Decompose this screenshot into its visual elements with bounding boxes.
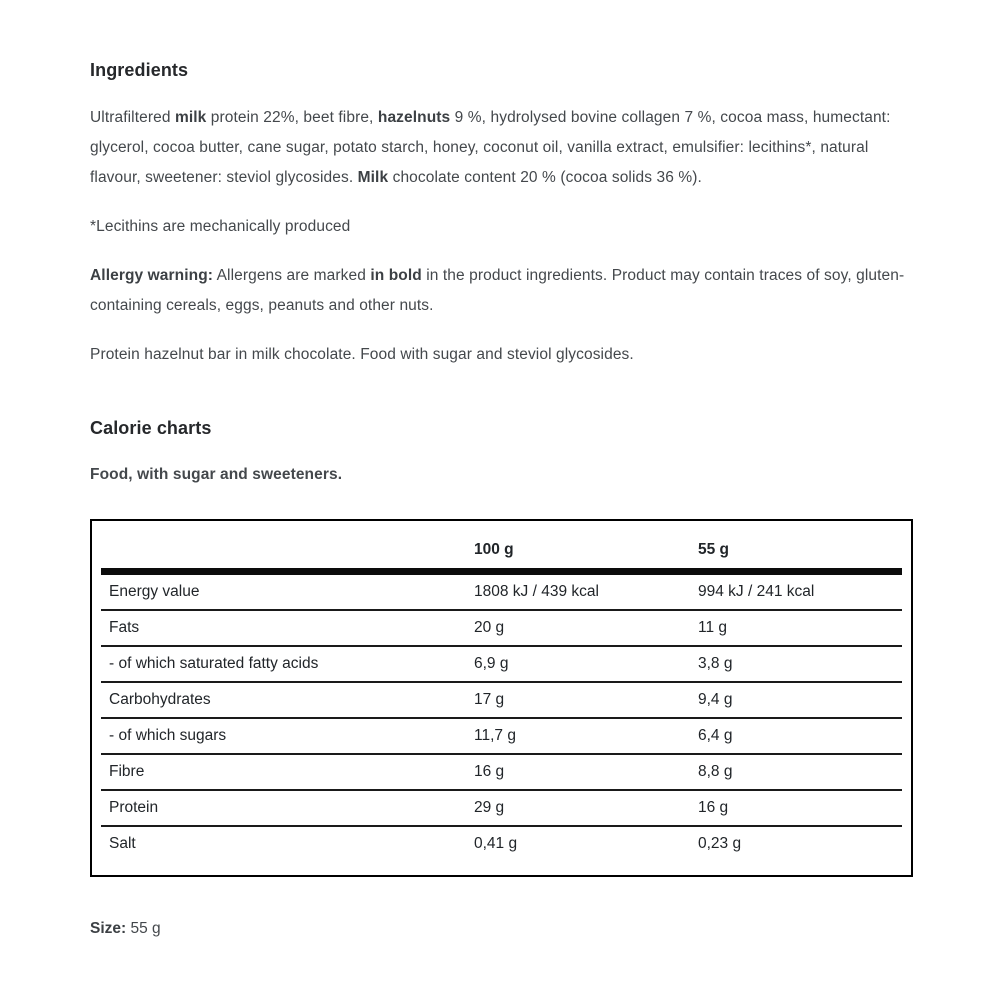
- table-row-fibre: [92, 755, 911, 789]
- row-100g-value: 11,7 g: [474, 727, 516, 744]
- row-55g-value: 6,4 g: [698, 727, 733, 744]
- header-55g-cell: 55 g: [698, 540, 730, 558]
- row-label: Fibre: [109, 763, 145, 780]
- row-55g-value: 994 kJ / 241 kcal: [698, 583, 815, 600]
- size-value: 55 g: [130, 920, 161, 937]
- table-row-saturated: [92, 647, 911, 681]
- size-text: [90, 914, 915, 944]
- row-100g-value: 0,41 g: [474, 835, 518, 852]
- size-label: Size:: [90, 920, 127, 937]
- table-row-energy: [92, 575, 911, 609]
- table-row-sugars: [92, 719, 911, 753]
- row-label: Fats: [109, 619, 140, 636]
- row-100g-value: 1808 kJ / 439 kcal: [474, 583, 599, 600]
- lecithins-note: *Lecithins are mechanically produced: [90, 218, 351, 235]
- row-55g-value: 0,23 g: [698, 835, 742, 852]
- row-55g-value: 8,8 g: [698, 763, 733, 780]
- row-label: Carbohydrates: [109, 691, 211, 708]
- table-row-salt: [92, 827, 911, 861]
- row-label: - of which sugars: [109, 727, 227, 744]
- calorie-subtitle: Food, with sugar and sweeteners.: [90, 466, 343, 483]
- ingredients-heading: Ingredients: [90, 60, 189, 80]
- header-divider: [101, 568, 902, 575]
- row-55g-value: 3,8 g: [698, 655, 733, 672]
- row-100g-value: 16 g: [474, 763, 505, 780]
- ingredients-paragraph: Ultrafiltered milk protein 22%, beet fibre, hazelnuts 9 %, hydrolysed bovine collagen 7 %, cocoa mass, humectant: glycerol, cocoa butter, cane sugar, potato starch, honey, coconut oil, vanilla extract, emulsifier: lecithins*, natural flavour, sweetener: steviol glycosides. Milk chocolate content 20 % (cocoa solids 36 %).: [90, 109, 891, 186]
- row-label: Protein: [109, 799, 159, 816]
- row-55g-value: 11 g: [698, 619, 728, 636]
- row-label: Energy value: [109, 583, 200, 600]
- allergy-warning: Allergy warning: Allergens are marked in bold in the product ingredients. Product may contain traces of soy, gluten-containing cereals, eggs, peanuts and other nuts.: [90, 267, 905, 314]
- product-description: Protein hazelnut bar in milk chocolate. Food with sugar and steviol glycosides.: [90, 346, 634, 363]
- row-55g-value: 16 g: [698, 799, 729, 816]
- table-row-fats: [92, 611, 911, 645]
- row-100g-value: 29 g: [474, 799, 505, 816]
- table-row-carbohydrates: [92, 683, 911, 717]
- row-label: Salt: [109, 835, 136, 852]
- table-row-protein: [92, 791, 911, 825]
- nutrition-table: [90, 519, 913, 877]
- nutrition-table-header-row: [92, 521, 911, 568]
- row-100g-value: 20 g: [474, 619, 505, 636]
- calorie-charts-heading: Calorie charts: [90, 418, 212, 438]
- row-100g-value: 17 g: [474, 691, 505, 708]
- header-100g-cell: 100 g: [474, 540, 514, 558]
- row-100g-value: 6,9 g: [474, 655, 509, 672]
- row-55g-value: 9,4 g: [698, 691, 733, 708]
- row-label: - of which saturated fatty acids: [109, 655, 319, 672]
